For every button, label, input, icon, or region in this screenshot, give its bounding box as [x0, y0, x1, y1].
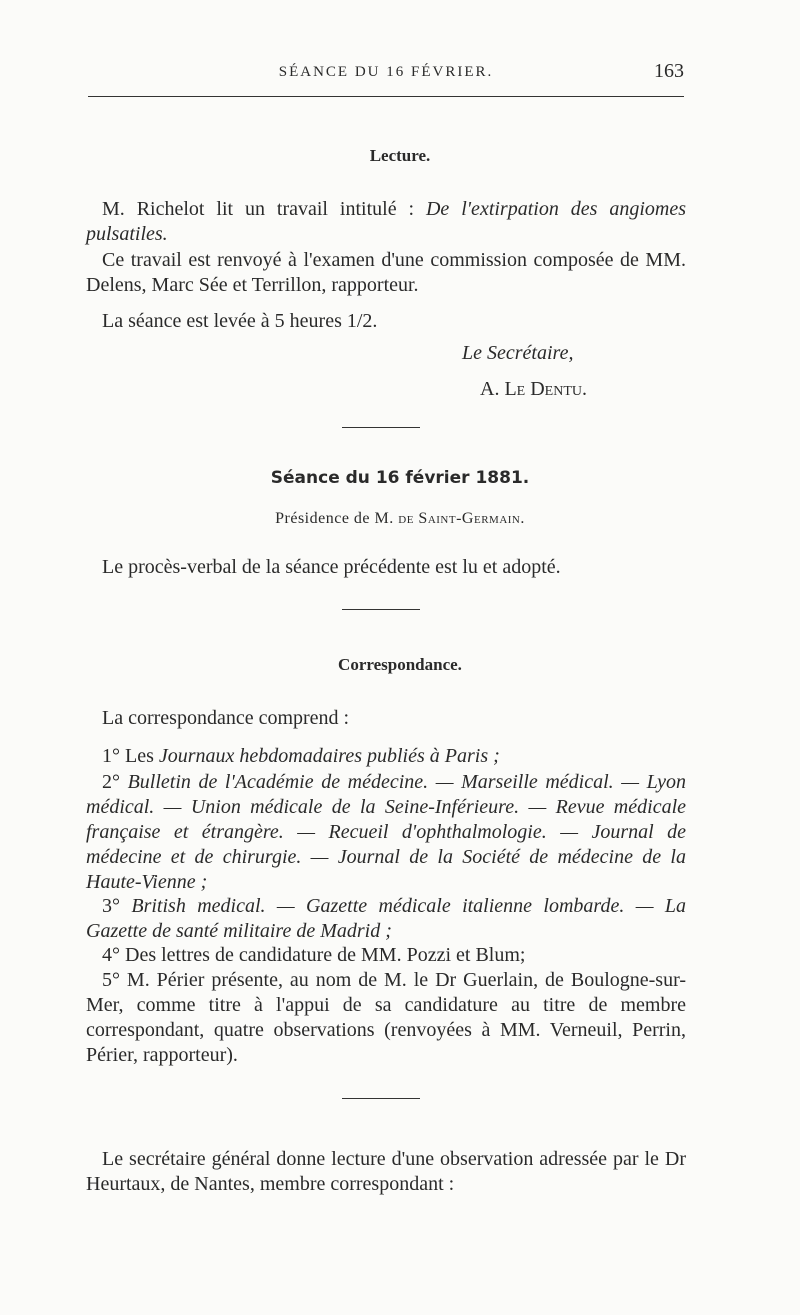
correspondance-item-3 — [86, 894, 686, 944]
item-1-text: Journaux hebdomadaires publiés à Paris ; — [158, 745, 500, 767]
item-3-text: British medical. — Gazette médicale italienne lombarde. — La Gazette de santé militaire de Madrid ; — [86, 895, 686, 942]
lecture-paragraph-2: Ce travail est renvoyé à l'examen d'une commission composée de MM. Delens, Marc Sée et Terrillon, rapporteur. — [86, 249, 686, 296]
running-title: SÉANCE DU 16 FÉVRIER. — [278, 64, 494, 80]
lecture-p1-text: M. Richelot lit un travail intitulé : — [102, 198, 426, 220]
lecture-p1-title: De l'extirpation des angiomes pulsatiles. — [86, 198, 686, 245]
correspondance-item-1 — [86, 744, 686, 769]
item-1-number: 1° Les — [102, 745, 159, 767]
presidence-line — [0, 510, 800, 528]
correspondance-intro: La correspondance comprend : — [102, 707, 350, 729]
separator-rule-1 — [342, 427, 420, 428]
header-rule — [88, 96, 684, 97]
correspondance-item-5: 5° M. Périer présente, au nom de M. le Dr Guerlain, de Boulogne-sur-Mer, comme titre à l'appui de sa candidature au titre de membre correspondant, quatre observations (renvoyées à MM. Verneuil, Perrin, Périer, rapporteur). — [86, 969, 686, 1066]
presidence-name: de Saint-Germain. — [398, 510, 525, 527]
correspondance-heading: Correspondance. — [338, 655, 462, 674]
signature-role: Le Secrétaire, — [462, 342, 574, 364]
signature-initial: A. — [480, 378, 505, 400]
signature-surname: Le Dentu. — [504, 378, 587, 400]
separator-rule-3 — [342, 1098, 420, 1099]
correspondance-item-4: 4° Des lettres de candidature de MM. Pozzi et Blum; — [102, 944, 526, 966]
presidence-text: Présidence de M. — [275, 510, 399, 527]
separator-rule-2 — [342, 609, 420, 610]
page-header — [88, 60, 684, 90]
signature-name — [480, 378, 587, 401]
lecture-heading: Lecture. — [369, 146, 431, 165]
lecture-paragraph-3: La séance est levée à 5 heures 1/2. — [102, 310, 378, 332]
lecture-paragraph-1 — [86, 197, 686, 247]
seance-title: Séance du 16 février 1881. — [270, 468, 530, 488]
closing-paragraph: Le secrétaire général donne lecture d'une observation adressée par le Dr Heurtaux, de Nantes, membre correspondant : — [86, 1148, 686, 1195]
item-3-number: 3° — [102, 895, 132, 917]
item-2-number: 2° — [102, 771, 128, 793]
seance-paragraph-1: Le procès-verbal de la séance précédente est lu et adopté. — [102, 556, 561, 578]
page-number: 163 — [654, 60, 684, 82]
item-2-text: Bulletin de l'Académie de médecine. — Marseille médical. — Lyon médical. — Union médicale de la Seine-Inférieure. — Revue médicale française et étrangère. — Recueil d'ophthalmologie. — Journal de médecine et de chirurgie. — Journal de la Société de médecine de la Haute-Vienne ; — [86, 771, 686, 893]
correspondance-item-2 — [86, 770, 686, 895]
